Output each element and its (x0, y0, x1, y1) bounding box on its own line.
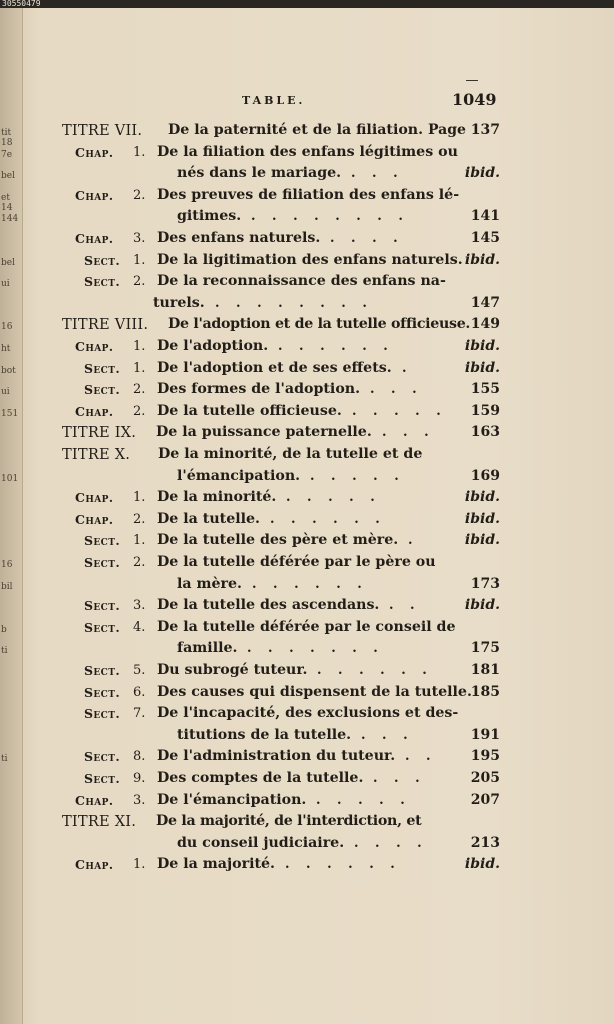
toc-dot-leader: . . . . . . (278, 339, 394, 354)
toc-entry (0, 552, 614, 573)
toc-division-label: Chap. (75, 144, 114, 160)
toc-division-number: 1. (133, 533, 146, 549)
toc-entry (0, 638, 614, 659)
toc-dot-leader: . . . . . . . (247, 641, 384, 657)
toc-division-number: 3. (133, 792, 146, 808)
toc-entry-title: gitimes. (177, 208, 242, 225)
toc-division-label: Chap. (75, 231, 114, 246)
toc-division-label: Sect. (84, 598, 121, 614)
toc-page-reference: ibid. (464, 510, 500, 527)
toc-dot-leader: . . . (361, 727, 414, 743)
toc-titre-label: TITRE VIII. (62, 316, 149, 334)
toc-division-label: Chap. (75, 403, 114, 419)
toc-entry (0, 811, 614, 832)
toc-entry-title: Des comptes de la tutelle. (157, 770, 364, 786)
toc-division-number: 1. (133, 490, 146, 506)
toc-division-label: Sect. (84, 382, 121, 398)
toc-division-number: 1. (133, 252, 146, 268)
toc-dot-leader: . (402, 360, 413, 376)
toc-page-reference: 195 (470, 748, 500, 765)
toc-entry (0, 379, 614, 400)
toc-entry (0, 854, 614, 875)
toc-entry-title: De la majorité, de l'interdiction, et (156, 813, 422, 830)
toc-entry (0, 336, 614, 357)
toc-division-label: Chap. (75, 339, 114, 354)
toc-entry (0, 271, 614, 292)
toc-page-reference: ibid. (464, 165, 500, 182)
toc-division-label: Sect. (84, 749, 121, 765)
toc-entry-title: famille. (177, 640, 238, 657)
gutter-mark: ui (1, 279, 10, 290)
toc-dot-leader: . . . . (330, 231, 404, 246)
toc-page-reference: ibid. (464, 597, 500, 614)
toc-entry (0, 509, 614, 530)
toc-division-number: 1. (133, 360, 146, 376)
toc-entry-title: De la minorité, de la tutelle et de (158, 446, 423, 462)
toc-division-label: Sect. (84, 771, 121, 786)
toc-dot-leader: . . . . . (316, 792, 411, 808)
toc-entry (0, 487, 614, 508)
toc-entry-title: De l'adoption et de ses effets. (157, 359, 392, 376)
toc-titre-label: TITRE IX. (62, 424, 137, 442)
toc-page-reference: 173 (470, 575, 500, 592)
toc-division-label: Chap. (75, 511, 114, 527)
gutter-mark: 16 (1, 322, 13, 333)
toc-entry (0, 790, 614, 811)
toc-dot-leader: . . . (351, 166, 404, 182)
gutter-mark: bel (1, 257, 15, 268)
toc-division-number: 3. (133, 231, 146, 246)
toc-entry (0, 185, 614, 206)
toc-entry-title: De la tutelle officieuse. (157, 402, 342, 419)
toc-dot-leader: . . . . . . . . (251, 209, 409, 225)
toc-division-label: Chap. (75, 187, 114, 203)
gutter-mark: ht (1, 344, 11, 354)
toc-page-reference: 213 (470, 834, 500, 851)
toc-dot-leader: . . (405, 749, 437, 765)
toc-division-number: 2. (133, 187, 146, 203)
toc-entry-title: la mère. (177, 575, 243, 592)
toc-entry (0, 250, 614, 271)
toc-page-reference: 191 (470, 726, 500, 743)
toc-dot-leader: . (408, 533, 419, 549)
toc-page-reference: 207 (470, 791, 500, 808)
toc-page-reference: 181 (470, 662, 500, 678)
toc-division-number: 1. (133, 339, 146, 354)
toc-entry (0, 401, 614, 422)
running-header (0, 90, 614, 114)
toc-entry-title: turels. (153, 294, 205, 311)
toc-entry-title: De la tutelle déférée par le conseil de (157, 618, 456, 635)
toc-division-label: Sect. (84, 360, 121, 376)
toc-division-label: Sect. (84, 274, 121, 290)
toc-entry (0, 142, 614, 163)
gutter-mark: 151 (1, 408, 19, 419)
toc-entry-title: Des enfans naturels. (157, 230, 321, 246)
toc-entry-title: De la tutelle des ascendans. (157, 597, 380, 614)
toc-division-label: Sect. (84, 663, 121, 678)
toc-dot-leader: . . . (370, 382, 423, 398)
toc-entry (0, 293, 614, 314)
toc-entry-title: l'émancipation. (177, 467, 301, 484)
toc-division-label: Sect. (84, 555, 121, 570)
toc-entry (0, 163, 614, 184)
toc-division-number: 2. (133, 511, 146, 527)
toc-division-number: 3. (133, 598, 146, 614)
toc-division-label: Sect. (84, 684, 121, 700)
toc-entry-title: nés dans le mariage. (177, 165, 342, 182)
toc-page-reference: ibid. (464, 338, 500, 354)
toc-entry-title: Du subrogé tuteur. (157, 662, 308, 678)
toc-entry (0, 228, 614, 249)
toc-entry (0, 120, 614, 141)
gutter-mark: tit 18 (1, 128, 13, 148)
decorative-rule (466, 80, 478, 81)
toc-page-reference: 155 (470, 381, 500, 398)
gutter-mark: 101 (1, 473, 19, 484)
toc-division-number: 1. (133, 144, 146, 160)
gutter-mark: bot (1, 365, 16, 376)
toc-entry-title: De l'administration du tuteur. (157, 748, 396, 765)
scan-top-strip (0, 0, 614, 8)
toc-entry-title: De l'adoption et de la tutelle officieuse. (168, 316, 471, 333)
toc-page-reference: ibid. (464, 532, 500, 549)
running-title: TABLE. (242, 94, 306, 107)
toc-titre-label: TITRE XI. (62, 813, 137, 831)
toc-division-label: Chap. (75, 857, 114, 873)
toc-division-number: 6. (133, 684, 146, 700)
toc-dot-leader: . . . . . . . . (215, 295, 373, 311)
toc-division-label: Chap. (75, 792, 114, 808)
toc-division-number: 9. (133, 771, 146, 786)
toc-entry (0, 833, 614, 854)
toc-page-reference: 145 (470, 230, 500, 246)
toc-dot-leader: . . . . . (310, 468, 405, 484)
toc-entry (0, 595, 614, 616)
gutter-mark: et 14 (1, 192, 13, 213)
toc-entry-title: De la reconnaissance des enfans na- (157, 273, 446, 290)
toc-entry-title: du conseil judiciaire. (177, 834, 345, 851)
toc-entry (0, 725, 614, 746)
toc-entry (0, 660, 614, 681)
toc-entry (0, 206, 614, 227)
toc-entry (0, 422, 614, 443)
toc-entry-title: De la majorité. (157, 856, 275, 873)
toc-entry (0, 746, 614, 767)
toc-entry (0, 314, 614, 335)
toc-dot-leader: . . . (373, 771, 426, 786)
toc-dot-leader: . . . . . . (285, 857, 401, 873)
toc-entry (0, 466, 614, 487)
toc-division-number: 7. (133, 706, 146, 722)
toc-entry-title: De la puissance paternelle. (156, 424, 372, 441)
toc-page-reference: 159 (470, 402, 500, 419)
toc-page-reference: 141 (470, 208, 500, 225)
toc-page-reference: 175 (470, 640, 500, 657)
toc-entry-title: titutions de la tutelle. (177, 726, 352, 743)
toc-entry-title: De la tutelle déférée par le père ou (157, 554, 436, 570)
toc-page-reference: Page 137 (427, 122, 500, 138)
toc-division-number: 2. (133, 382, 146, 398)
gutter-mark: ti (1, 754, 8, 765)
toc-entry (0, 703, 614, 724)
toc-entry (0, 444, 614, 465)
toc-dot-leader: . . . . . . (270, 511, 386, 527)
toc-division-label: Sect. (84, 706, 121, 722)
toc-entry-title: De la tutelle. (157, 510, 260, 527)
toc-page-reference: 163 (470, 424, 500, 441)
toc-entry-title: De la filiation des enfans légitimes ou (157, 143, 458, 160)
toc-entry (0, 682, 614, 703)
toc-dot-leader: . . . . . (286, 490, 381, 506)
toc-dot-leader: . . . . . . (252, 576, 368, 592)
gutter-mark: bil (1, 581, 13, 592)
toc-page-reference: ibid. (464, 251, 500, 268)
toc-division-number: 4. (133, 619, 146, 635)
gutter-mark: ti (1, 646, 8, 657)
toc-division-label: Sect. (84, 533, 121, 549)
toc-dot-leader: . . (389, 598, 421, 614)
toc-entry-title: De la minorité. (157, 489, 277, 506)
toc-entry-title: Des causes qui dispensent de la tutelle. (157, 683, 472, 700)
gutter-mark: 144 (1, 214, 19, 225)
toc-page-reference: 169 (470, 467, 500, 484)
toc-entry-title: De la paternité et de la filiation. (168, 122, 424, 138)
toc-entry (0, 768, 614, 789)
toc-page-reference: 147 (470, 294, 500, 311)
toc-entry-title: De l'émancipation. (157, 791, 307, 808)
toc-division-number: 2. (133, 403, 146, 419)
toc-division-number: 1. (133, 857, 146, 873)
toc-division-label: Sect. (84, 252, 121, 268)
toc-entry-title: De l'adoption. (157, 338, 269, 354)
toc-page-reference: 205 (470, 770, 500, 786)
toc-dot-leader: . . . . . (352, 403, 447, 419)
toc-page-reference: ibid. (464, 359, 500, 376)
toc-page-reference: 149 (470, 316, 500, 333)
toc-dot-leader: . . . . (354, 835, 428, 851)
gutter-mark: bel (1, 171, 15, 182)
toc-entry-title: Des preuves de filiation des enfans lé- (157, 186, 460, 203)
gutter-mark: 16 (1, 560, 13, 570)
gutter-mark: ui (1, 387, 10, 398)
toc-division-label: Sect. (84, 619, 121, 635)
toc-dot-leader: . . . (382, 425, 435, 441)
toc-division-number: 5. (133, 663, 146, 678)
scan-barcode: 30550479 (2, 0, 41, 8)
toc-division-number: 2. (133, 274, 146, 290)
toc-division-label: Chap. (75, 490, 114, 506)
toc-titre-label: TITRE X. (62, 446, 131, 463)
page-number: 1049 (452, 90, 497, 109)
toc-division-number: 8. (133, 749, 146, 765)
toc-page-reference: 185 (470, 683, 500, 700)
toc-entry-title: Des formes de l'adoption. (157, 381, 361, 398)
toc-page-reference: ibid. (464, 856, 500, 873)
gutter-mark: 7e (1, 149, 13, 160)
toc-division-number: 2. (133, 555, 146, 570)
toc-entry (0, 574, 614, 595)
toc-entry (0, 530, 614, 551)
toc-entry (0, 358, 614, 379)
toc-entry-title: De la ligitimation des enfans naturels. (157, 251, 463, 268)
toc-dot-leader: . . . . . . (317, 663, 433, 678)
gutter-mark: b (1, 624, 7, 635)
toc-entry (0, 617, 614, 638)
toc-entry-title: De l'incapacité, des exclusions et des- (157, 705, 459, 722)
toc-entry-title: De la tutelle des père et mère. (157, 532, 399, 549)
toc-titre-label: TITRE VII. (62, 122, 143, 139)
toc-page-reference: ibid. (464, 489, 500, 506)
